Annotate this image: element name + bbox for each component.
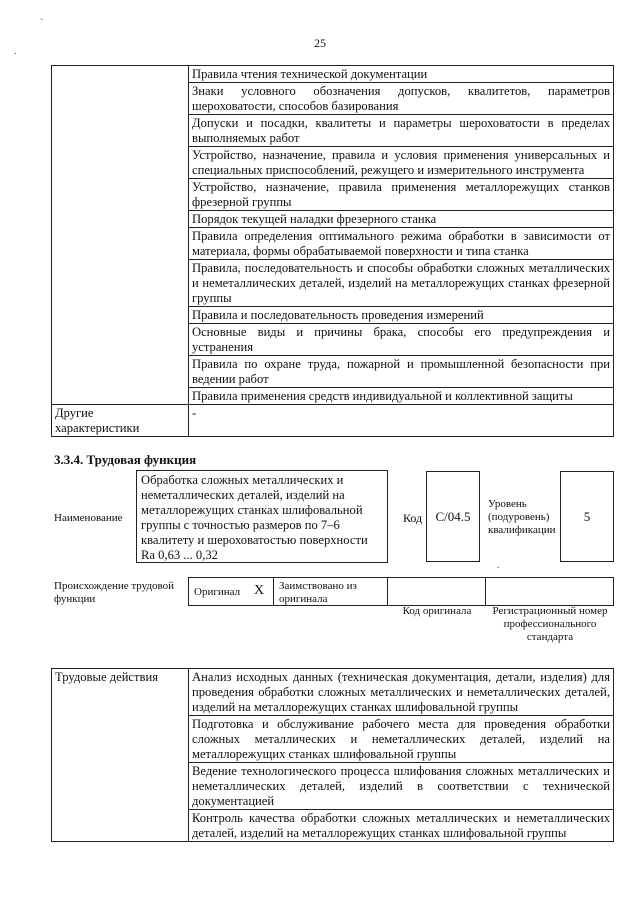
action-row: Анализ исходных данных (техническая документация, детали, изделия) для проведения обработки сложных металлических и неметаллических деталей, изделий на металлорежущих станках шлифовальной группы <box>189 669 614 716</box>
knowledge-row: Устройство, назначение, правила применения металлорежущих станков фрезерной группы <box>189 179 614 211</box>
code-original-cell <box>387 577 486 606</box>
borrowed-label: Заимствовано из оригинала <box>279 580 357 605</box>
reg-number-label: Регистрационный номер профессионального стандарта <box>492 605 608 643</box>
borrowed-cell <box>273 577 388 606</box>
function-name-value: Обработка сложных металлических и неметаллических деталей, изделий на металлорежущих станках шлифовальной группы с точностью размеров по 7–6 квалитету и шероховатостью поверхности Ra 0,63 ... 0,32 <box>141 473 368 562</box>
knowledge-row: Основные виды и причины брака, способы его предупреждения и устранения <box>189 324 614 356</box>
knowledge-row: Правила по охране труда, пожарной и промышленной безопасности при ведении работ <box>189 356 614 388</box>
origin-label: Происхождение трудовой функции <box>54 580 175 605</box>
original-cell <box>188 577 274 606</box>
page-number: 25 <box>314 36 326 50</box>
action-row: Подготовка и обслуживание рабочего места для проведения обработки сложных металлических и неметаллических деталей, изделий на металлорежущих станках шлифовальной группы <box>189 716 614 763</box>
code-value: C/04.5 <box>435 508 471 524</box>
action-row: Контроль качества обработки сложных металлических и неметаллических деталей, изделий на металлорежущих станках шлифовальной группы <box>189 810 614 842</box>
scan-mark: ` <box>40 18 44 29</box>
knowledge-row: Правила чтения технической документации <box>189 66 614 83</box>
section-title: 3.3.4. Трудовая функция <box>54 452 197 467</box>
function-name-box <box>136 470 388 563</box>
other-characteristics-value: - <box>189 405 614 437</box>
knowledge-row: Устройство, назначение, правила и условия применения универсальных и специальных приспособлений, режущего и измерительного инструмента <box>189 147 614 179</box>
scan-mark: . <box>497 560 500 571</box>
level-label: Уровень (подуровень) квалификации <box>488 498 556 536</box>
knowledge-row: Правила и последовательность проведения измерений <box>189 307 614 324</box>
knowledge-row: Правила определения оптимального режима обработки в зависимости от материала, формы обрабатываемой поверхности и типа станка <box>189 228 614 260</box>
knowledge-row: Знаки условного обозначения допусков, квалитетов, параметров шероховатости, способов базирования <box>189 83 614 115</box>
level-value: 5 <box>583 508 591 524</box>
knowledge-label-cell <box>52 66 189 405</box>
code-original-label: Код оригинала <box>402 605 472 617</box>
knowledge-row: Правила, последовательность и способы обработки сложных металлических и неметаллических деталей, изделий на металлорежущих станках фрезерной группы <box>189 260 614 307</box>
level-box <box>560 471 614 562</box>
code-box <box>426 471 480 562</box>
name-label: Наименование <box>54 512 123 524</box>
scan-mark: . <box>14 46 17 57</box>
knowledge-row: Порядок текущей наладки фрезерного станка <box>189 211 614 228</box>
action-row: Ведение технологического процесса шлифования сложных металлических и неметаллических деталей, изделий в соответствии с технической документацией <box>189 763 614 810</box>
reg-number-cell <box>485 577 614 606</box>
actions-table <box>51 668 614 842</box>
other-characteristics-label: Другие характеристики <box>52 405 189 437</box>
code-label: Код <box>403 511 423 525</box>
knowledge-row: Правила применения средств индивидуальной и коллективной защиты <box>189 388 614 405</box>
original-mark: X <box>254 583 265 598</box>
original-label: Оригинал <box>194 586 241 598</box>
knowledge-row: Допуски и посадки, квалитеты и параметры шероховатости в пределах выполняемых работ <box>189 115 614 147</box>
actions-label: Трудовые действия <box>52 669 189 842</box>
knowledge-table <box>51 65 614 437</box>
